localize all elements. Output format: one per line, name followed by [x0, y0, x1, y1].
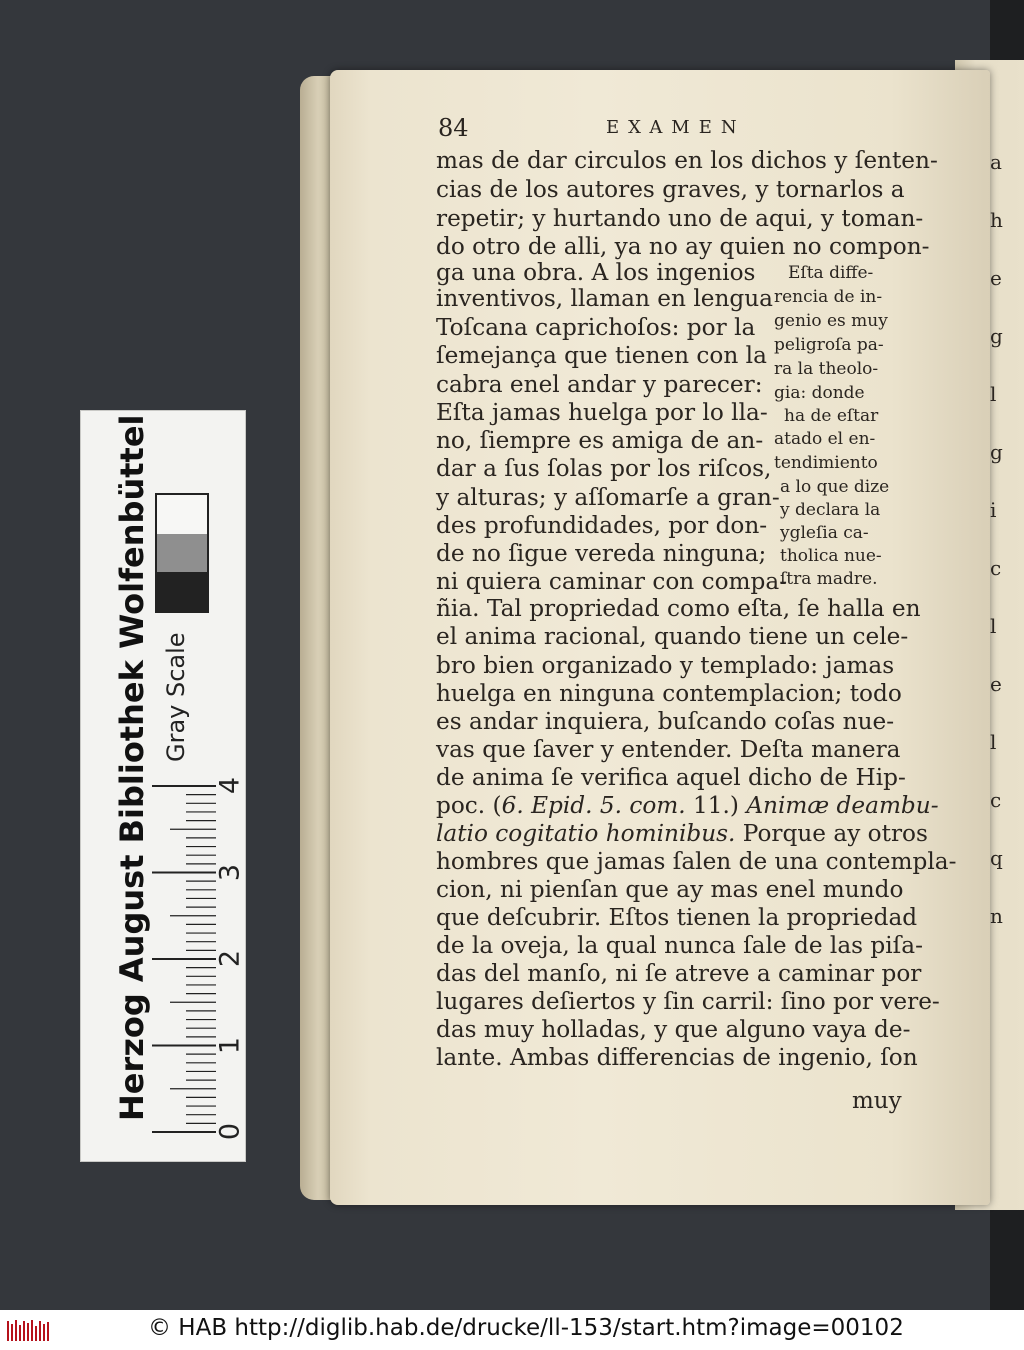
text-line: lugares deſiertos y ſin carril: ſino por vere- — [436, 988, 940, 1015]
citation: 6. Epid. 5. com. — [501, 792, 686, 819]
text-line: vas que ſaver y entender. Deſta manera — [436, 736, 901, 763]
facing-page-glyph: q — [990, 846, 1003, 870]
text-line: Toſcana caprichoſos: por la — [436, 314, 756, 341]
gloss-line: ygleſia ca- — [780, 523, 869, 543]
text-line: de anima ſe verifica aquel dicho de Hip- — [436, 764, 906, 791]
text-line: ni quiera caminar con compa- — [436, 568, 788, 595]
facing-page-glyph: g — [990, 324, 1003, 348]
gray-scale-label: Gray Scale — [162, 632, 190, 762]
text-line: que deſcubrir. Eſtos tienen la propriedad — [436, 904, 918, 931]
gray-swatches — [155, 493, 209, 613]
facing-page-glyph: l — [990, 614, 997, 638]
facing-page-glyph: g — [990, 440, 1003, 464]
library-name: Herzog August Bibliothek Wolfenbüttel — [113, 414, 151, 1122]
ruler-number: 0 — [214, 1122, 246, 1141]
facing-page-glyph: e — [990, 266, 1002, 290]
gloss-line: ſtra madre. — [780, 569, 878, 589]
text-line: bro bien organizado y templado: jamas — [436, 652, 895, 679]
text-line: ga una obra. A los ingenios — [436, 259, 756, 286]
gloss-line: gia: donde — [774, 383, 865, 403]
text-line: cabra enel andar y parecer: — [436, 371, 763, 398]
text-line: de no ſigue vereda ninguna; — [436, 540, 767, 567]
text-line: das muy holladas, y que alguno vaya de- — [436, 1016, 911, 1043]
latin-quote: latio cogitatio hominibus. — [436, 820, 736, 847]
text-run: 11.) — [685, 792, 747, 819]
facing-page-glyph: h — [990, 208, 1003, 232]
gloss-line: tendimiento — [774, 453, 878, 473]
text-line: ñia. Tal propriedad como eſta, ſe halla en — [436, 595, 921, 622]
running-head: EXAMEN — [606, 117, 746, 138]
gloss-line: a lo que dize — [780, 477, 890, 497]
swatch-mid-gray — [157, 534, 207, 573]
facing-page-glyph: c — [990, 556, 1002, 580]
latin-quote: Animæ deambu- — [746, 792, 939, 819]
page-number: 84 — [438, 114, 469, 142]
catchword: muy — [852, 1088, 902, 1114]
gloss-line: y declara la — [780, 500, 881, 520]
text-line: do otro de alli, ya no ay quien no compon- — [436, 233, 930, 260]
hab-logo-icon — [6, 1318, 50, 1344]
gloss-line: ra la theolo- — [774, 359, 879, 379]
swatch-white — [157, 495, 207, 534]
text-run: Porque ay otros — [735, 820, 928, 847]
text-line: inventivos, llaman en lengua — [436, 285, 774, 312]
swatch-black — [157, 572, 207, 611]
facing-page-glyph: n — [990, 904, 1003, 928]
text-line: repetir; y hurtando uno de aqui, y toman- — [436, 205, 924, 232]
text-line: y alturas; y aſſomarſe a gran- — [436, 484, 780, 511]
ruler-number: 2 — [214, 949, 246, 968]
text-line: lante. Ambas differencias de ingenio, ſon — [436, 1044, 918, 1071]
text-line: Eſta jamas huelga por lo lla- — [436, 399, 768, 426]
gloss-line: tholica nue- — [780, 546, 882, 566]
facing-page-glyph: i — [990, 498, 997, 522]
text-line: dar a ſus ſolas por los riſcos, — [436, 455, 772, 482]
gloss-line: genio es muy — [774, 311, 888, 331]
gloss-line: rencia de in- — [774, 287, 883, 307]
source-link[interactable]: © HAB http://diglib.hab.de/drucke/ll-153/start.htm?image=00102 — [148, 1315, 904, 1341]
text-line: hombres que jamas ſalen de una contempla- — [436, 848, 957, 875]
facing-page-glyph: c — [990, 788, 1002, 812]
text-line: mas de dar circulos en los dichos y ſenten- — [436, 147, 938, 174]
gloss-line: peligroſa pa- — [774, 335, 884, 355]
ruler-number: 1 — [214, 1036, 246, 1055]
facing-page-glyph: e — [990, 672, 1002, 696]
text-line: des profundidades, por don- — [436, 512, 768, 539]
text-line: es andar inquiera, buſcando coſas nue- — [436, 708, 895, 735]
gloss-line: atado el en- — [774, 429, 876, 449]
ruler-number: 3 — [214, 863, 246, 882]
text-line: no, ſiempre es amiga de an- — [436, 427, 764, 454]
facing-page-glyph: a — [990, 150, 1002, 174]
ruler-number: 4 — [214, 776, 246, 795]
text-line: cion, ni pienſan que ay mas enel mundo — [436, 876, 904, 903]
text-run: poc. ( — [436, 792, 502, 819]
text-line: el anima racional, quando tiene un cele- — [436, 623, 909, 650]
facing-page-glyph: l — [990, 730, 997, 754]
gloss-line: ha de eſtar — [784, 406, 879, 426]
gloss-line: Eſta diffe- — [788, 263, 874, 283]
text-line: ſemejança que tienen con la — [436, 342, 767, 369]
text-line: huelga en ninguna contemplacion; todo — [436, 680, 902, 707]
text-line — [436, 791, 939, 821]
text-line: de la oveja, la qual nunca ſale de las piſa- — [436, 932, 923, 959]
text-line: das del manſo, ni ſe atreve a caminar por — [436, 960, 922, 987]
text-line: cias de los autores graves, y tornarlos a — [436, 176, 905, 203]
facing-page-glyph: l — [990, 382, 997, 406]
text-line — [436, 819, 928, 849]
